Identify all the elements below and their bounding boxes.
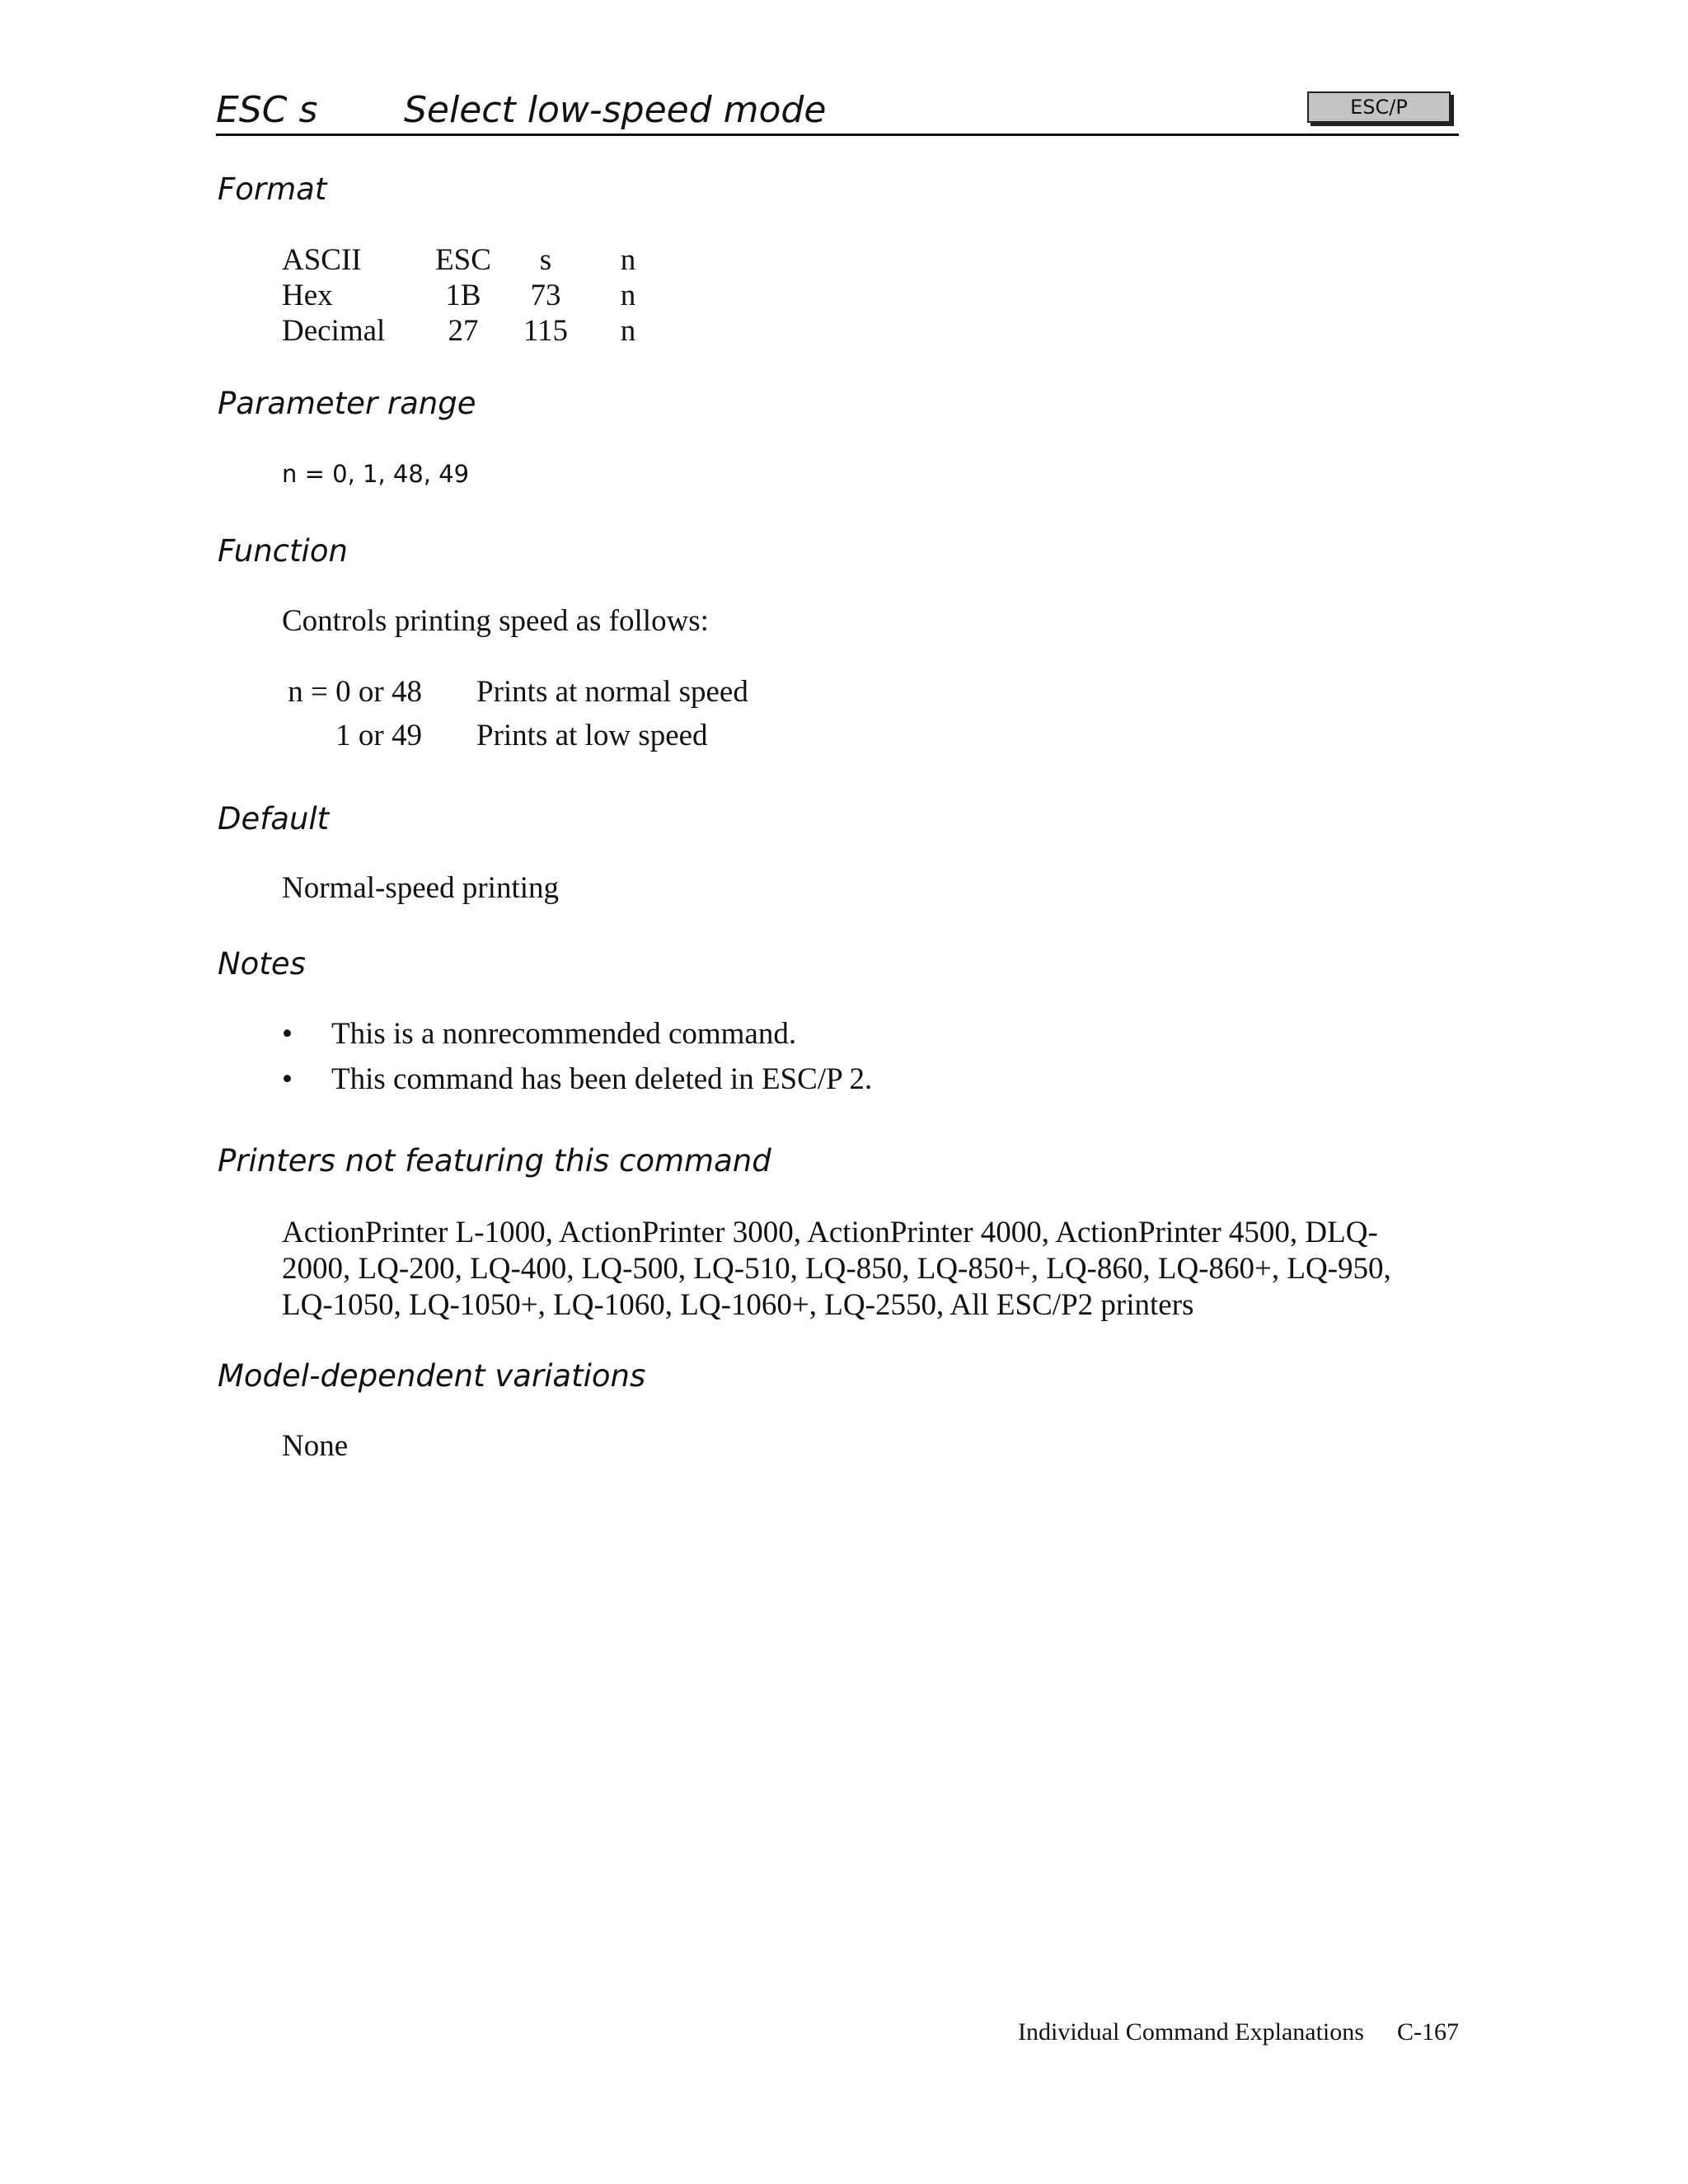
format-cell: 115 xyxy=(523,314,569,348)
format-heading: Format xyxy=(218,171,327,207)
command-title: Select low-speed mode xyxy=(404,89,827,131)
format-cell: ESC xyxy=(435,243,491,277)
function-desc: Prints at low speed xyxy=(476,719,708,752)
format-cell: 73 xyxy=(530,279,561,312)
bullet-icon: • xyxy=(282,1017,293,1051)
function-key: 1 or 49 xyxy=(335,719,422,752)
format-cell: n xyxy=(620,314,636,348)
function-heading: Function xyxy=(218,533,348,569)
model-variations-heading: Model-dependent variations xyxy=(218,1358,646,1394)
command-name: ESC s xyxy=(216,89,318,131)
format-cell: 27 xyxy=(448,314,479,348)
esc-p-badge: ESC/P xyxy=(1307,91,1451,123)
format-cell: n xyxy=(620,279,636,312)
function-desc: Prints at normal speed xyxy=(476,675,748,709)
note-item: This is a nonrecommended command. xyxy=(331,1017,797,1051)
function-key: n = 0 or 48 xyxy=(288,675,422,709)
printers-list: ActionPrinter L-1000, ActionPrinter 3000, ActionPrinter 4000, ActionPrinter 4500, DLQ-2000, LQ-200, LQ-400, LQ-500, LQ-510, LQ-850, LQ-850+, LQ-860, LQ-860+, LQ-950, LQ-1050, LQ-1050+, LQ-1060, LQ-1060+, LQ-2550, All ESC/P2 printers xyxy=(282,1216,1391,1322)
header-rule xyxy=(216,134,1459,136)
parameter-range-heading: Parameter range xyxy=(218,386,476,421)
footer-page-number: C-167 xyxy=(1397,2018,1459,2046)
notes-heading: Notes xyxy=(218,946,306,982)
default-heading: Default xyxy=(218,801,330,837)
format-row-label: Decimal xyxy=(282,314,386,348)
parameter-range-value: n = 0, 1, 48, 49 xyxy=(282,460,470,488)
model-variations-value: None xyxy=(282,1429,349,1463)
bullet-icon: • xyxy=(282,1062,293,1096)
note-item: This command has been deleted in ESC/P 2. xyxy=(331,1062,873,1096)
default-value: Normal-speed printing xyxy=(282,871,559,905)
format-cell: n xyxy=(620,243,636,277)
printers-heading: Printers not featuring this command xyxy=(218,1143,771,1179)
format-row-label: ASCII xyxy=(282,243,362,277)
format-cell: 1B xyxy=(445,279,481,312)
format-cell: s xyxy=(539,243,552,277)
footer-section-title: Individual Command Explanations xyxy=(1018,2018,1364,2046)
function-intro: Controls printing speed as follows: xyxy=(282,604,709,638)
format-row-label: Hex xyxy=(282,279,333,312)
